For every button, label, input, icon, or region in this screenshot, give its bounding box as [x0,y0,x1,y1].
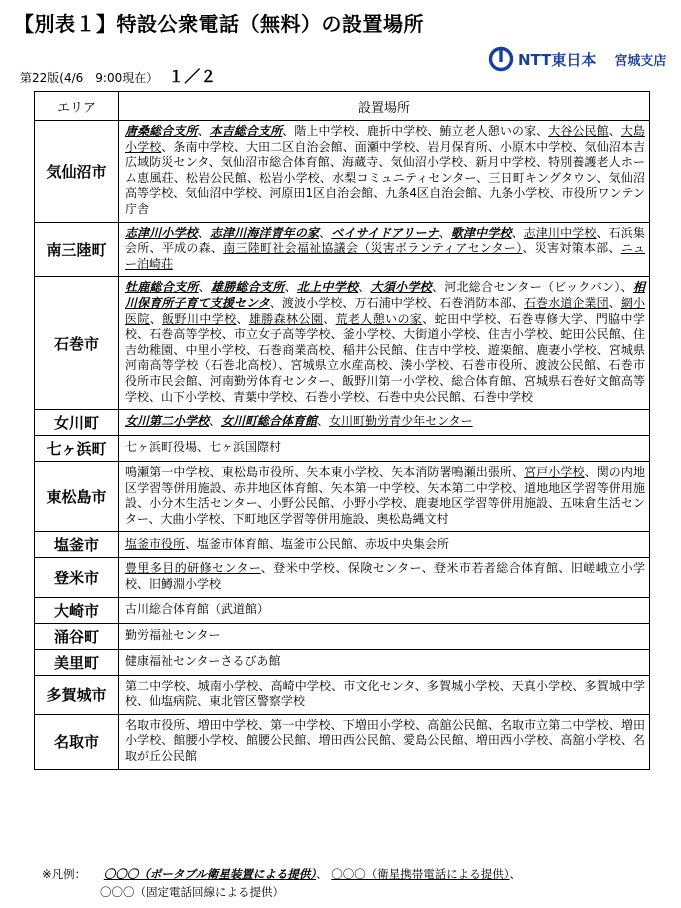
column-header-location: 設置場所 [119,92,650,121]
location-text: 、条南中学校、大田二区自治会館、面瀬中学校、岩月保育所、小原木中学校、気仙沼本吉広域防災センタ、気仙沼市総合体育館、海蔵寺、気仙沼小学校、新月中学校、特別養護老人ホーム恵風荘、松岩公民館、松岩小学校、水梨コミュニティセンター、三日町キングタウン、気仙沼高等学校、気仙沼中学校、河原田1区自治会館、九条4区自治会館、九条小学校、市役所ワンテン庁舎 [125,139,645,216]
location-text: 、 [197,225,210,240]
location-text: 、 [149,311,163,326]
table-row [35,597,650,623]
location-name: 志津川中学校 [523,225,597,240]
legend [42,865,521,901]
location-cell [119,649,650,675]
area-cell: 大崎市 [35,597,119,623]
location-text: 、河北総合センター（ビックバン）、 [431,280,633,295]
location-text: 、 [608,295,621,310]
location-text: 、蛇田中学校、石巻専修大学、門脇中学校、石巻高等学校、市立女子高等学校、釜小学校、大街道小学校、住吉小学校、蛇田公民館、住吉幼稚園、中里小学校、石巻商業高校、稲井公民館、住吉中学校、遊楽館、鹿妻小学校、宮城県河南高等学校（石巻北高校）、宮城県立水産高校、湊小学校、石巻市役所、渡波公民館、石巻市役所市民会館、河南勤労体育センター、飯野川第一小学校、総合体育館、宮城県石巻好文館高等学校、山下小学校、青葉中学校、石巻小学校、石巻中央公民館、石巻中学校 [125,311,645,404]
location-text: 名取市役所、増田中学校、第一中学校、下増田小学校、高舘公民館、名取市立第二中学校、増田小学校、館腰小学校、館腰公民館、増田西公民館、愛島公民館、増田西小学校、高舘小学校、名取が丘公民館 [125,717,645,764]
table-body [35,121,650,770]
location-name: 宮戸小学校 [524,465,585,480]
table-row [35,277,650,410]
location-text: 、石浜集会所、平成の森、 [125,225,645,256]
location-cell [119,532,650,558]
location-text: 、災害対策本部、 [522,241,621,256]
table-row [35,649,650,675]
location-cell [119,714,650,769]
table-row [35,462,650,532]
location-cell [119,597,650,623]
legend-line-2 [42,883,521,901]
location-name: 歌津中学校 [450,225,512,240]
location-name: 雄勝総合支所 [210,280,285,295]
location-name: ベイサイドアリーナ [331,225,439,240]
location-name: 塩釜市役所 [125,536,186,551]
table-row [35,436,650,462]
location-text: 第二中学校、城南小学校、高崎中学校、市文化センタ、多賀城小学校、天真小学校、多賀城中学校、仙塩病院、東北管区警察学校 [125,678,645,709]
brand-area [488,44,666,74]
location-name: 相川保育所子育て支援センタ [125,280,645,310]
location-text: 、登米中学校、保険センター、登米市若者総合体育館、旧嵯峨立小学校、旧鱒淵小学校 [125,561,646,592]
table-header-row [35,92,650,121]
location-text: 、 [323,311,336,326]
location-text: 七ヶ浜町役場、七ヶ浜国際村 [125,440,282,455]
area-cell: 塩釜市 [35,532,119,558]
location-name: 南三陸町社会福祉協議会（災害ボランティアセンター） [223,241,523,256]
location-cell [119,623,650,649]
legend-separator: 、 [509,867,521,881]
location-name: 北上中学校 [296,280,359,295]
branch-name: 宮城支店 [614,53,667,69]
location-cell [119,436,650,462]
page-number: １／２ [168,67,217,86]
location-cell [119,222,650,277]
area-cell: 美里町 [35,649,119,675]
location-text: 、 [319,225,332,240]
location-name: 唐桑総合支所 [125,124,198,138]
table-row [35,675,650,714]
location-name: 大谷公民館 [548,124,609,138]
location-name: 志津川小学校 [125,225,198,240]
location-text: 、 [236,311,249,326]
location-cell [119,462,650,532]
area-cell: 登米市 [35,558,119,597]
table-row [35,410,650,436]
location-name: 飯野川中学校 [162,311,237,326]
location-name: 大島小学校 [125,124,645,154]
location-text: 古川総合体育館（武道館） [125,601,270,616]
ntt-logo-icon [488,46,514,72]
location-text: 、渡波小学校、万石浦中学校、石巻消防本部、 [269,295,524,310]
location-text: 、 [317,414,330,429]
location-text: 、 [358,280,371,295]
legend-separator: 、 [316,867,328,881]
location-name: 大須小学校 [370,280,432,295]
table-row [35,714,650,769]
location-cell [119,675,650,714]
location-text: 、 [608,124,621,138]
legend-prefix: ※凡例： [42,867,87,881]
location-name: 女川第二小学校 [125,414,210,429]
legend-portable: 〇〇〇（ポータブル衛星装置による提供） [103,867,317,881]
area-cell: 七ヶ浜町 [35,436,119,462]
location-cell [119,410,650,436]
area-cell: 石巻市 [35,277,119,410]
version-line [20,64,216,87]
table-row [35,558,650,597]
location-cell [119,558,650,597]
location-cell [119,121,650,223]
location-name: 女川町総合体育館 [221,414,318,429]
location-text: 、階上中学校、鹿折中学校、鮪立老人憩いの家、 [282,124,549,138]
column-header-area: エリア [35,92,119,121]
location-name: 網小医院 [125,295,645,326]
area-cell: 涌谷町 [35,623,119,649]
version-label: 第22版(4/6 9:00現在） [20,71,159,85]
table-row [35,222,650,277]
table-row [35,623,650,649]
location-name: 牡鹿総合支所 [125,280,199,295]
area-cell: 多賀城市 [35,675,119,714]
table-row [35,532,650,558]
location-table [34,91,650,770]
area-cell: 名取市 [35,714,119,769]
area-cell: 気仙沼市 [35,121,119,223]
location-name: 志津川海洋青年の家 [209,225,320,240]
page-title: 【別表１】特設公衆電話（無料）の設置場所 [14,12,424,36]
location-text: 、関の内地区学習等併用施設、赤井地区体育館、矢本第一中学校、矢本第二中学校、道地地区学習等併用施設、小分木生活センター、小野公民館、小野小学校、鹿妻地区学習等併用施設、五味倉生活センター、大曲小学校、下町地区学習等併用施設、奥松島縄文村 [125,465,645,526]
area-cell: 女川町 [35,410,119,436]
location-name: 雄勝森林公園 [248,311,324,326]
location-text: 勤労福祉センター [125,627,221,642]
legend-line-1 [42,865,521,883]
location-text: 、 [438,225,451,240]
location-name: 本吉総合支所 [209,124,283,138]
location-name: 豊里多目的研修センター [125,561,261,576]
location-name: 女川町勤労青少年センター [329,414,473,429]
location-text: 鳴瀬第一中学校、東松島市役所、矢本東小学校、矢本消防署鳴瀬出張所、 [125,465,525,480]
legend-mobile: 〇〇〇（衛星携帯電話による提供） [331,867,510,881]
location-name: 石巻水道企業団 [524,295,609,310]
location-text: 、 [511,225,524,240]
location-text: 、塩釜市体育館、塩釜市公民館、赤坂中央集会所 [185,536,450,551]
location-text: 、 [197,124,210,138]
table-row [35,121,650,223]
location-cell [119,277,650,410]
legend-fixed: 〇〇〇（固定電話回線による提供） [100,885,284,899]
location-text: 、 [198,280,211,295]
area-cell: 南三陸町 [35,222,119,277]
ntt-logo-text: NTT東日本 [518,50,597,69]
location-name: 荒老人憩いの家 [335,311,423,326]
location-text: 、 [209,414,222,429]
area-cell: 東松島市 [35,462,119,532]
location-name: ニュー泊崎荘 [125,241,645,271]
location-text: 健康福祉センターさるびあ館 [125,653,281,668]
location-text: 、 [284,280,297,295]
